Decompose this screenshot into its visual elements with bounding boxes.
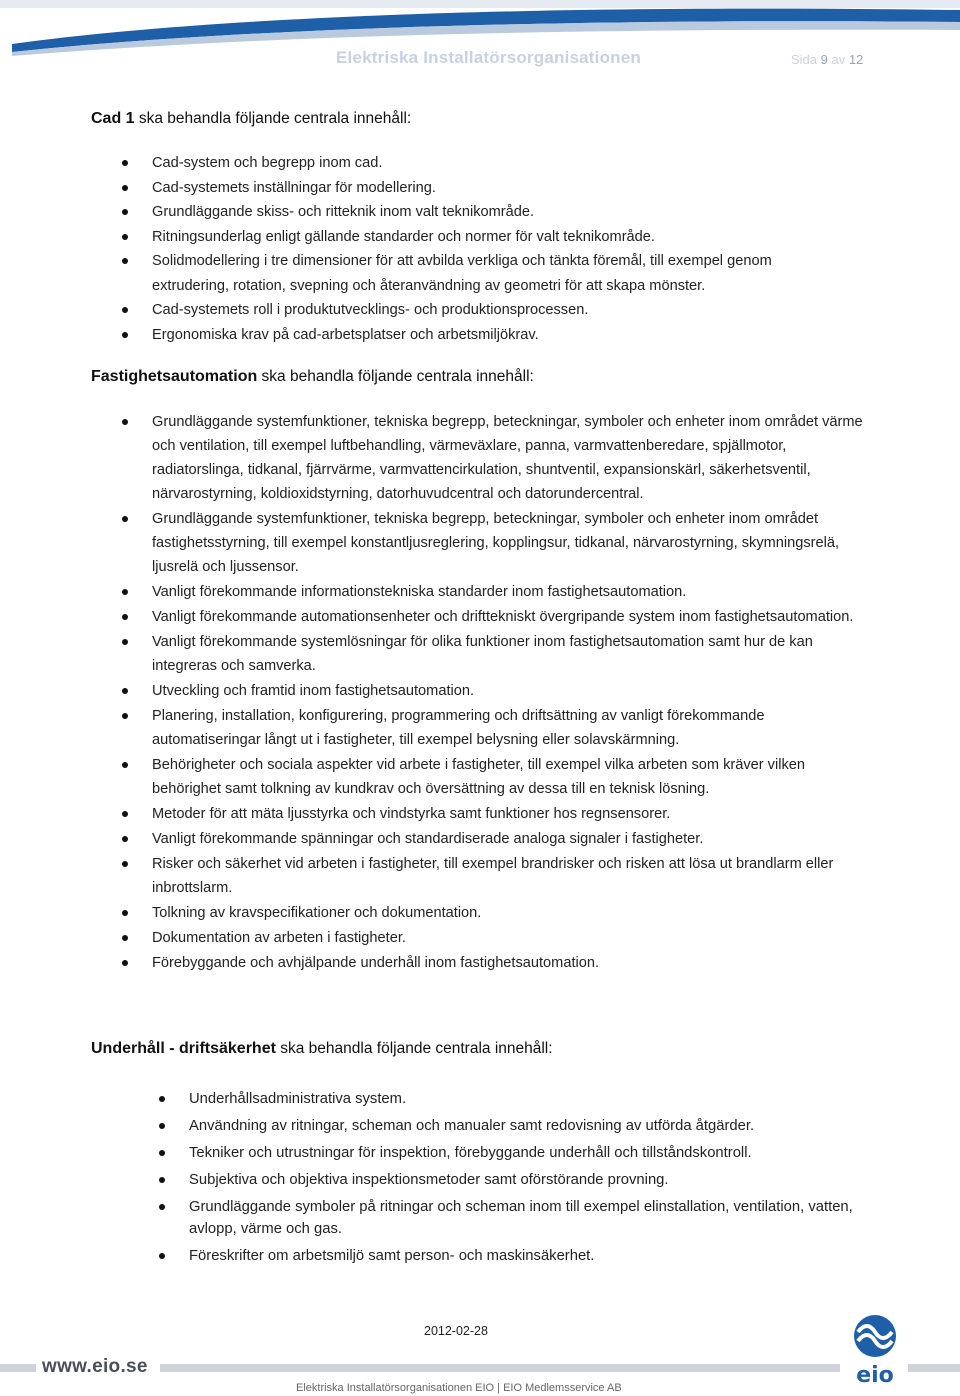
section-heading-fastighetsautomation <box>91 368 534 386</box>
list-item: Ergonomiska krav på cad-arbetsplatser och arbetsmiljökrav. <box>152 323 842 348</box>
list-item: Vanligt förekommande automationsenheter och drifttekniskt övergripande system inom fastighetsautomation. <box>152 605 867 629</box>
footer-date: 2012-02-28 <box>424 1324 488 1338</box>
list-item: Föreskrifter om arbetsmiljö samt person- och maskinsäkerhet. <box>189 1245 869 1267</box>
list-item: Utveckling och framtid inom fastighetsautomation. <box>152 679 867 703</box>
list-item: Grundläggande systemfunktioner, tekniska begrepp, beteckningar, symboler och enheter inom området värme och ventilation, till exempel luftbehandling, värmeväxlare, panna, varmvattenberedare, spjällmotor, radiatorslinga, tidkanal, fjärrvärme, varmvattencirkulation, shuntventil, expansionskärl, säkerhetsventil, närvarostyrning, koldioxidstyrning, datorhuvudcentral och datorundercentral. <box>152 410 867 506</box>
header-page-number <box>791 52 863 67</box>
page-total: 12 <box>848 52 864 67</box>
section-suffix: ska behandla följande centrala innehåll: <box>275 1040 553 1057</box>
list-item: Cad-systemets inställningar för modellering. <box>152 176 842 201</box>
list-item: Användning av ritningar, scheman och manualer samt redovisning av utförda åtgärder. <box>189 1115 869 1137</box>
list-item: Behörigheter och sociala aspekter vid arbete i fastigheter, till exempel vilka arbeten som kräver vilken behörighet samt tolkning av kundkrav och översättning av dessa till en teknisk lösning. <box>152 753 867 801</box>
list-item: Tekniker och utrustningar för inspektion, förebyggande underhåll och tillståndskontroll. <box>189 1142 869 1164</box>
list-item: Solidmodellering i tre dimensioner för att avbilda verkliga och tänkta föremål, till exempel genom extrudering, rotation, svepning och återanvändning av geometri för att skapa mönster. <box>152 249 842 298</box>
list-item: Förebyggande och avhjälpande underhåll inom fastighetsautomation. <box>152 951 867 975</box>
page-prefix: Sida <box>791 52 818 67</box>
list-item: Grundläggande systemfunktioner, tekniska begrepp, beteckningar, symboler och enheter inom området fastighetsstyrning, till exempel konstantljusreglering, kopplingsur, tidkanal, närvarostyrning, skymningsrelä, ljusrelä och ljussensor. <box>152 507 867 579</box>
section-title: Cad 1 <box>91 110 135 127</box>
list-item: Dokumentation av arbeten i fastigheter. <box>152 926 867 950</box>
page-current: 9 <box>820 52 828 67</box>
section-title: Underhåll - driftsäkerhet <box>91 1040 276 1057</box>
list-item: Cad-system och begrepp inom cad. <box>152 151 842 176</box>
bullet-list-cad <box>152 151 842 347</box>
list-item: Tolkning av kravspecifikationer och dokumentation. <box>152 901 867 925</box>
section-title: Fastighetsautomation <box>91 368 258 385</box>
list-item: Vanligt förekommande spänningar och standardiserade analoga signaler i fastigheter. <box>152 827 867 851</box>
footer-website-link[interactable]: www.eio.se <box>42 1356 148 1377</box>
footer-company-line: Elektriska Installatörsorganisationen EIO | EIO Medlemsservice AB <box>296 1382 622 1394</box>
section-suffix: ska behandla följande centrala innehåll: <box>134 110 412 127</box>
list-item: Risker och säkerhet vid arbeten i fastigheter, till exempel brandrisker och risken att lösa ut brandlarm eller inbrottslarm. <box>152 852 867 900</box>
logo-text: eio <box>856 1363 894 1388</box>
list-item: Planering, installation, konfigurering, programmering och driftsättning av vanligt förekommande automatiseringar långt ut i fastigheter, till exempel belysning eller solavskärmning. <box>152 704 867 752</box>
list-item: Cad-systemets roll i produktutvecklings- och produktionsprocessen. <box>152 298 842 323</box>
list-item: Ritningsunderlag enligt gällande standarder och normer för valt teknikområde. <box>152 225 842 250</box>
section-heading-cad <box>91 110 411 128</box>
list-item: Vanligt förekommande informationstekniska standarder inom fastighetsautomation. <box>152 580 867 604</box>
section-heading-underhall <box>91 1040 553 1058</box>
list-item: Subjektiva och objektiva inspektionsmetoder samt oförstörande provning. <box>189 1169 869 1191</box>
list-item: Underhållsadministrativa system. <box>189 1088 869 1110</box>
list-item: Grundläggande skiss- och ritteknik inom valt teknikområde. <box>152 200 842 225</box>
bullet-list-fastighetsautomation <box>152 410 867 976</box>
list-item: Vanligt förekommande systemlösningar för olika funktioner inom fastighetsautomation samt hur de kan integreras och samverka. <box>152 630 867 678</box>
section-suffix: ska behandla följande centrala innehåll: <box>257 368 534 385</box>
page-sep: av <box>831 52 846 67</box>
bullet-list-underhall <box>189 1088 869 1272</box>
header-organization: Elektriska Installatörsorganisationen <box>336 48 641 67</box>
list-item: Grundläggande symboler på ritningar och scheman inom till exempel elinstallation, ventilation, vatten, avlopp, värme och gas. <box>189 1196 869 1240</box>
list-item: Metoder för att mäta ljusstyrka och vindstyrka samt funktioner hos regnsensorer. <box>152 802 867 826</box>
eio-logo-icon <box>846 1314 904 1388</box>
